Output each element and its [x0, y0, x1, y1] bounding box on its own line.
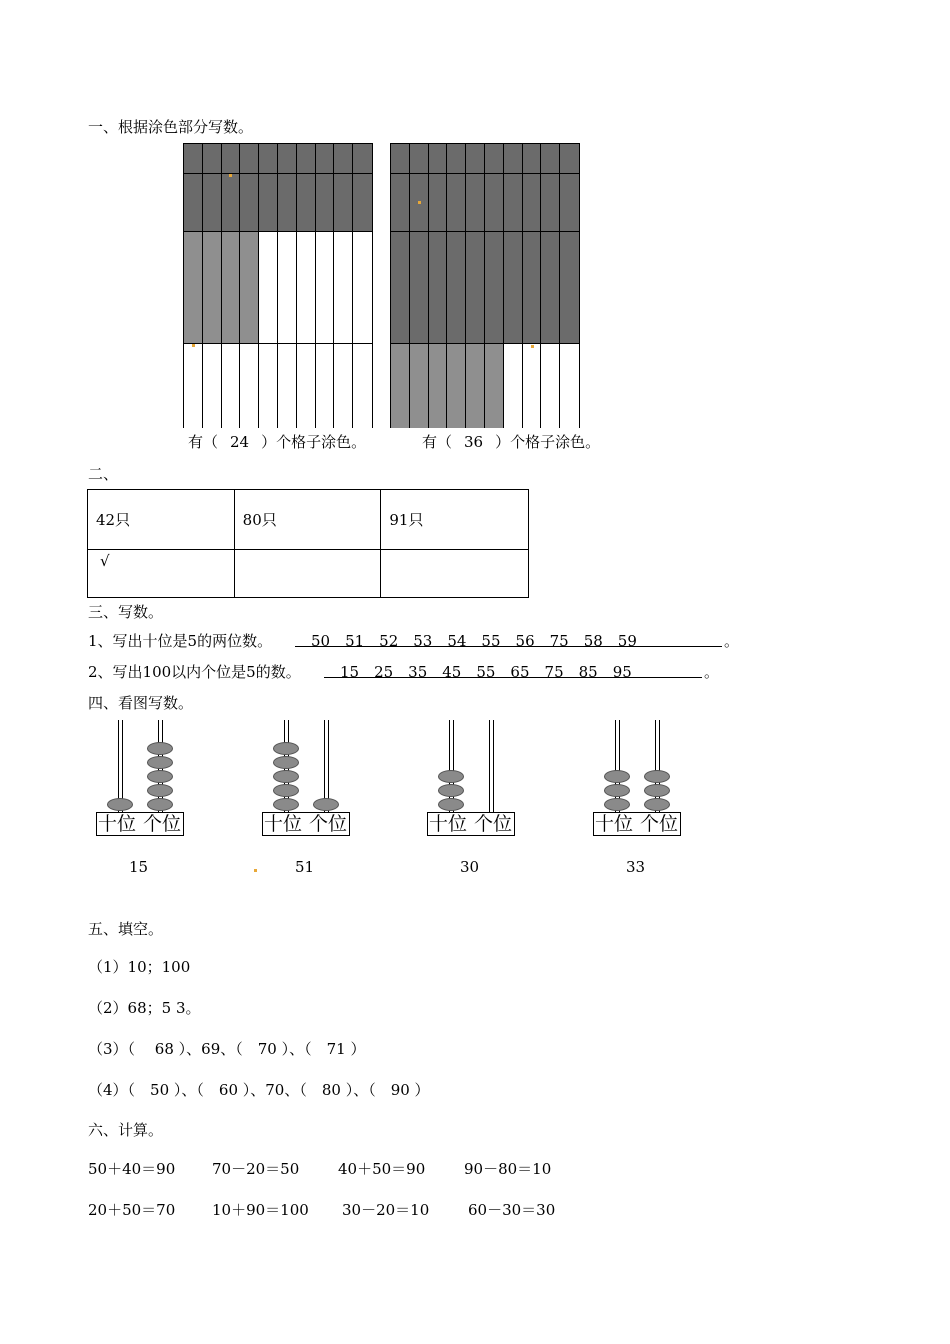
grid1-answer: 24: [230, 433, 250, 451]
grid-cell: [391, 174, 410, 232]
grid-cell: [259, 144, 278, 174]
grid-cell: [391, 232, 410, 344]
grid-cell: [222, 232, 241, 344]
table-header-cell: 91只: [381, 490, 529, 550]
abacus-answer: 30: [460, 858, 480, 876]
grid-cell: [259, 174, 278, 232]
q2-end: 。: [704, 663, 720, 681]
grid-cell: [334, 232, 353, 344]
section5-heading: 五、填空。: [88, 920, 164, 938]
grid-cell: [504, 174, 523, 232]
tens-label: 十位: [98, 813, 137, 835]
grid-cell: [222, 144, 241, 174]
q1-end: 。: [724, 632, 740, 650]
grid-cell: [429, 232, 448, 344]
grid-cell: [560, 144, 579, 174]
section4-heading: 四、看图写数。: [88, 694, 194, 712]
abacus-bead: [644, 798, 670, 811]
grid-cell: [184, 232, 203, 344]
fill-line-4: （4）（ 50 ）、（ 60 ）、70、（ 80 ）、（ 90 ）: [88, 1081, 430, 1099]
q2-answer-line: [324, 661, 702, 681]
hundred-grid-2: [390, 143, 580, 428]
abacus-bead: [273, 770, 299, 783]
abacus-base: [96, 812, 184, 836]
abacus-bead: [604, 784, 630, 797]
q2-label: 2、写出100以内个位是5的数。: [88, 663, 301, 681]
table-mark-cell: [381, 550, 529, 598]
fill-line-1: （1）10；100: [88, 958, 191, 976]
ones-label: 个位: [474, 813, 513, 835]
section1-heading: 一、根据涂色部分写数。: [88, 118, 254, 136]
abacus-bead: [644, 770, 670, 783]
ones-label: 个位: [309, 813, 348, 835]
grid-cell: [353, 144, 372, 174]
count-table: [87, 489, 529, 598]
grid-cell: [184, 344, 203, 428]
grid2-answer: 36: [464, 433, 484, 451]
abacus-answer: 51: [295, 858, 315, 876]
grid-cell: [334, 144, 353, 174]
scan-dot: [192, 344, 195, 347]
grid-cell: [466, 232, 485, 344]
abacus-bead: [604, 798, 630, 811]
grid2-caption: 有（ 36 ）个格子涂色。: [422, 433, 601, 451]
grid-cell: [203, 174, 222, 232]
grid-cell: [523, 174, 542, 232]
grid-cell: [541, 144, 560, 174]
abacus-base: [593, 812, 681, 836]
grid-cell: [523, 144, 542, 174]
ones-label: 个位: [143, 813, 182, 835]
grid-cell: [316, 144, 335, 174]
grid-cell: [203, 144, 222, 174]
grid-cell: [466, 174, 485, 232]
grid-cell: [334, 174, 353, 232]
grid-cell: [504, 144, 523, 174]
grid-cell: [541, 232, 560, 344]
grid-cell: [504, 344, 523, 428]
grid-cell: [297, 174, 316, 232]
calc-1-1: 50＋40＝90: [88, 1160, 176, 1178]
grid-cell: [297, 232, 316, 344]
abacus-bead: [313, 798, 339, 811]
abacus-bead: [644, 784, 670, 797]
hundred-grid-1: [183, 143, 373, 428]
abacus-bead: [147, 784, 173, 797]
grid-cell: [485, 144, 504, 174]
abacus-bead: [147, 756, 173, 769]
grid-cell: [447, 232, 466, 344]
grid1-caption: 有（ 24 ）个格子涂色。: [188, 433, 367, 451]
grid-cell: [278, 174, 297, 232]
scan-dot: [254, 869, 257, 872]
calc-1-3: 40＋50＝90: [338, 1160, 426, 1178]
grid-cell: [297, 144, 316, 174]
grid-cell: [410, 144, 429, 174]
grid-cell: [560, 232, 579, 344]
grid-cell: [184, 174, 203, 232]
scan-dot: [418, 201, 421, 204]
section3-heading: 三、写数。: [88, 603, 164, 621]
grid-cell: [541, 344, 560, 428]
grid-cell: [447, 174, 466, 232]
abacus-bead: [147, 770, 173, 783]
scan-dot: [229, 174, 232, 177]
grid-cell: [523, 232, 542, 344]
table-mark-cell: √: [88, 550, 235, 598]
grid-cell: [485, 232, 504, 344]
grid-cell: [184, 144, 203, 174]
grid-cell: [222, 344, 241, 428]
fill-line-3: （3）（ 68 ）、69、（ 70 ）、（ 71 ）: [88, 1040, 366, 1058]
grid-cell: [316, 232, 335, 344]
q1-answer: 50 51 52 53 54 55 56 75 58 59: [311, 632, 637, 650]
table-header-cell: 42只: [88, 490, 235, 550]
tens-label: 十位: [595, 813, 634, 835]
grid-cell: [353, 174, 372, 232]
q1-label: 1、写出十位是5的两位数。: [88, 632, 273, 650]
abacus-bead: [107, 798, 133, 811]
abacus-bead: [147, 742, 173, 755]
calc-2-3: 30－20＝10: [342, 1201, 430, 1219]
grid-cell: [410, 232, 429, 344]
abacus-answer: 33: [626, 858, 646, 876]
fill-line-2: （2）68；5 3。: [88, 999, 201, 1017]
ones-rod: [489, 720, 494, 812]
abacus-answer: 15: [129, 858, 149, 876]
grid-cell: [240, 144, 259, 174]
grid-cell: [353, 344, 372, 428]
abacus-bead: [604, 770, 630, 783]
grid-cell: [278, 344, 297, 428]
grid-cell: [203, 232, 222, 344]
grid-cell: [447, 344, 466, 428]
grid-cell: [391, 344, 410, 428]
section2-heading: 二、: [88, 465, 119, 483]
grid-cell: [466, 344, 485, 428]
tens-label: 十位: [429, 813, 468, 835]
grid-cell: [560, 174, 579, 232]
abacus-bead: [438, 770, 464, 783]
calc-1-2: 70－20＝50: [212, 1160, 300, 1178]
calc-2-2: 10＋90＝100: [212, 1201, 309, 1219]
abacus-bead: [438, 784, 464, 797]
calc-2-4: 60－30＝30: [468, 1201, 556, 1219]
grid-cell: [259, 344, 278, 428]
grid-cell: [240, 232, 259, 344]
abacus-base: [262, 812, 350, 836]
q1-answer-line: [295, 630, 722, 650]
grid-cell: [391, 144, 410, 174]
ones-label: 个位: [640, 813, 679, 835]
grid-cell: [334, 344, 353, 428]
grid-cell: [466, 144, 485, 174]
grid-cell: [541, 174, 560, 232]
abacus-bead: [273, 742, 299, 755]
grid-cell: [278, 232, 297, 344]
table-header-cell: 80只: [234, 490, 381, 550]
calc-2-1: 20＋50＝70: [88, 1201, 176, 1219]
grid-cell: [504, 232, 523, 344]
abacus-bead: [273, 798, 299, 811]
grid-cell: [222, 174, 241, 232]
grid-cell: [560, 344, 579, 428]
abacus-bead: [273, 756, 299, 769]
grid-cell: [240, 174, 259, 232]
table-mark-cell: [234, 550, 381, 598]
section6-heading: 六、计算。: [88, 1121, 164, 1139]
abacus-bead: [147, 798, 173, 811]
abacus-base: [427, 812, 515, 836]
grid-cell: [278, 144, 297, 174]
calc-1-4: 90－80＝10: [464, 1160, 552, 1178]
grid-cell: [316, 344, 335, 428]
grid-cell: [523, 344, 542, 428]
grid-cell: [410, 344, 429, 428]
grid-cell: [429, 344, 448, 428]
grid-cell: [447, 144, 466, 174]
grid-cell: [429, 144, 448, 174]
grid-cell: [297, 344, 316, 428]
scan-dot: [531, 345, 534, 348]
grid-cell: [429, 174, 448, 232]
grid-cell: [485, 174, 504, 232]
grid-cell: [353, 232, 372, 344]
abacus-bead: [438, 798, 464, 811]
grid-cell: [259, 232, 278, 344]
grid-cell: [203, 344, 222, 428]
grid-cell: [485, 344, 504, 428]
q2-answer: 15 25 35 45 55 65 75 85 95: [340, 663, 632, 681]
grid-cell: [240, 344, 259, 428]
tens-label: 十位: [264, 813, 303, 835]
grid-cell: [316, 174, 335, 232]
abacus-bead: [273, 784, 299, 797]
